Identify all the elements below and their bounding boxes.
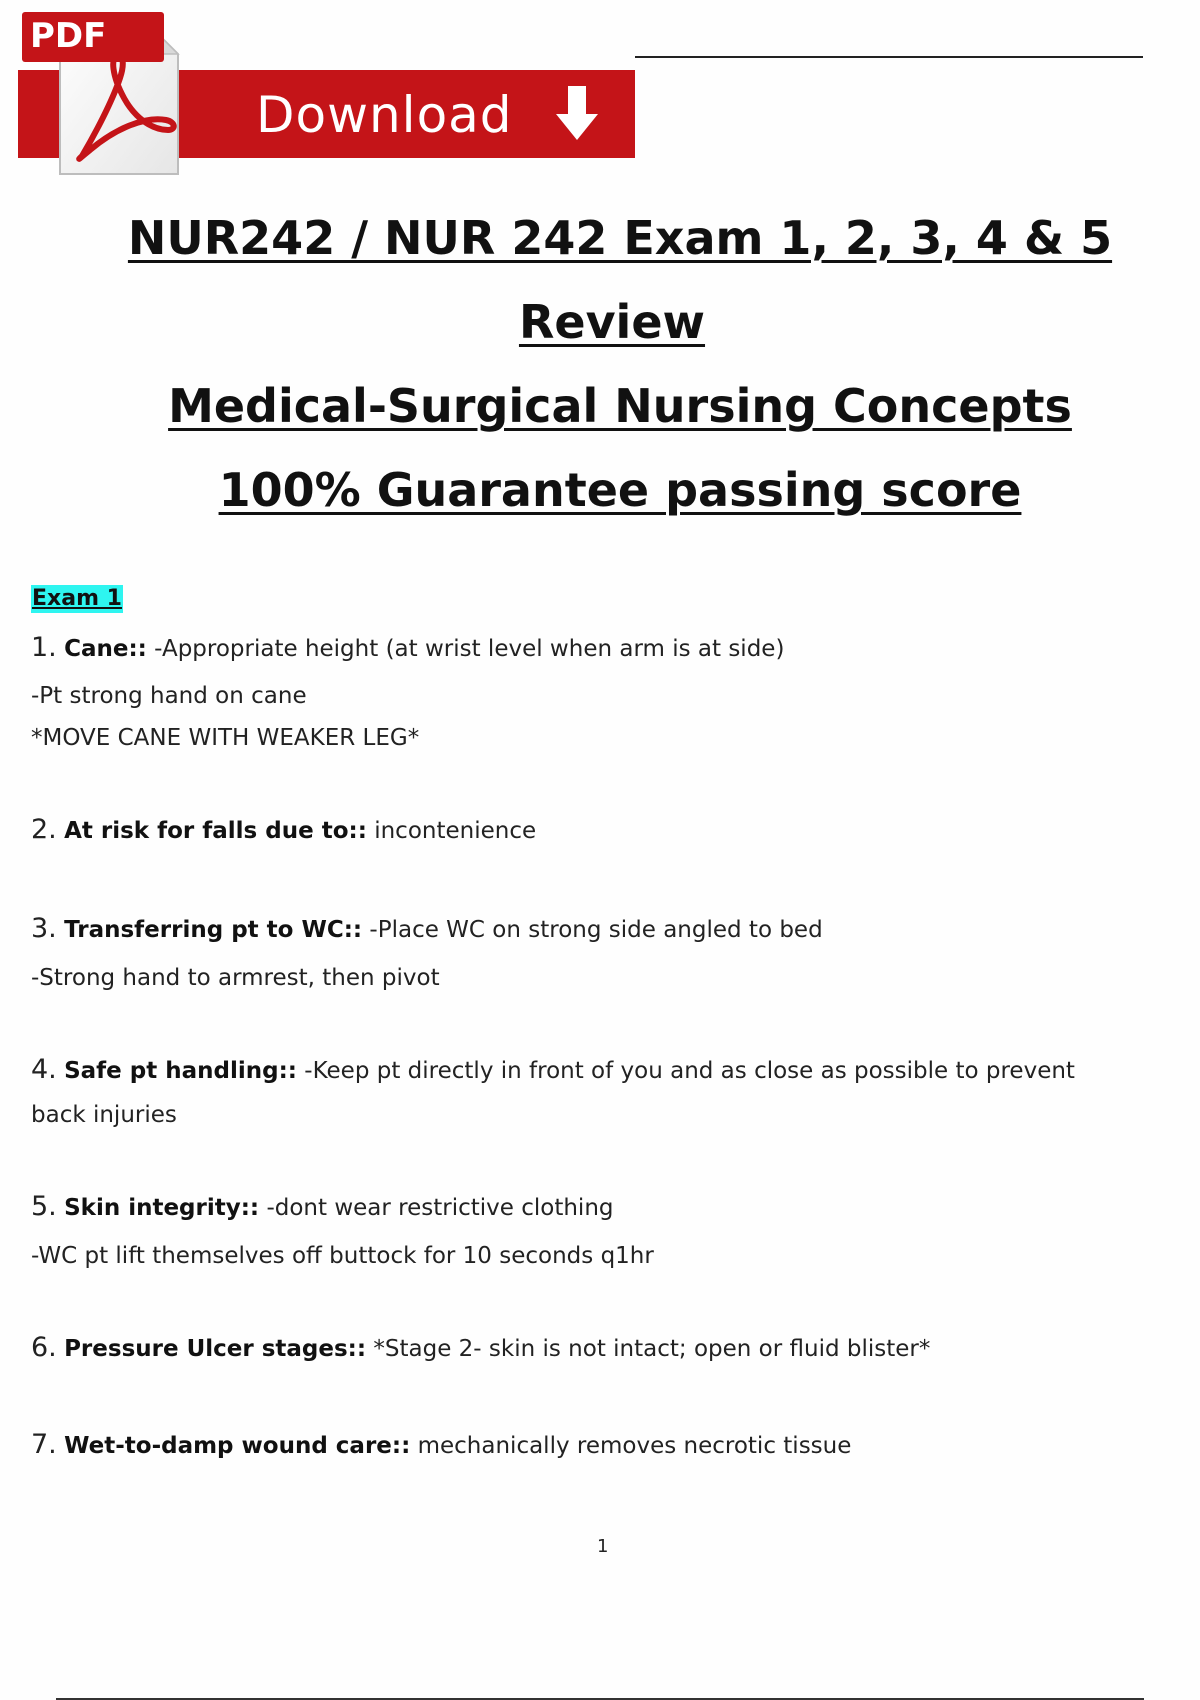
- list-item-5-line-2: -WC pt lift themselves off buttock for 10 seconds q1hr: [31, 1243, 654, 1269]
- title-line-1: NUR242 / NUR 242 Exam 1, 2, 3, 4 & 5: [127, 211, 1113, 265]
- pdf-file-icon[interactable]: [20, 6, 195, 178]
- section-heading: Exam 1: [32, 586, 122, 611]
- list-item-5: 5. Skin integrity:: -dont wear restrictive clothing: [31, 1191, 614, 1222]
- list-item-1-line-2: -Pt strong hand on cane: [31, 683, 307, 709]
- list-item-1: 1. Cane:: -Appropriate height (at wrist level when arm is at side): [31, 632, 785, 663]
- download-label: Download: [256, 86, 513, 144]
- pdf-badge: [22, 12, 164, 62]
- document-title: [0, 196, 1200, 532]
- title-line-4: 100% Guarantee passing score: [218, 463, 1022, 517]
- download-arrow-icon: [554, 84, 600, 144]
- title-line-3: Medical-Surgical Nursing Concepts: [168, 379, 1072, 433]
- list-item-3: 3. Transferring pt to WC:: -Place WC on strong side angled to bed: [31, 913, 823, 944]
- list-item-1-line-3: *MOVE CANE WITH WEAKER LEG*: [31, 725, 420, 751]
- list-item-2: 2. At risk for falls due to:: incontenience: [31, 814, 537, 845]
- header-rule: [635, 56, 1143, 58]
- list-item-7: 7. Wet-to-damp wound care:: mechanically removes necrotic tissue: [31, 1429, 852, 1460]
- list-item-4-line-2: back injuries: [31, 1102, 177, 1128]
- pdf-label: PDF: [30, 16, 107, 56]
- list-item-4: 4. Safe pt handling:: -Keep pt directly in front of you and as close as possible to prevent: [31, 1054, 1075, 1085]
- list-item-3-line-2: -Strong hand to armrest, then pivot: [31, 965, 440, 991]
- list-item-6: 6. Pressure Ulcer stages:: *Stage 2- skin is not intact; open or fluid blister*: [31, 1332, 931, 1363]
- title-line-2: Review: [518, 295, 706, 349]
- page-number: 1: [597, 1536, 609, 1557]
